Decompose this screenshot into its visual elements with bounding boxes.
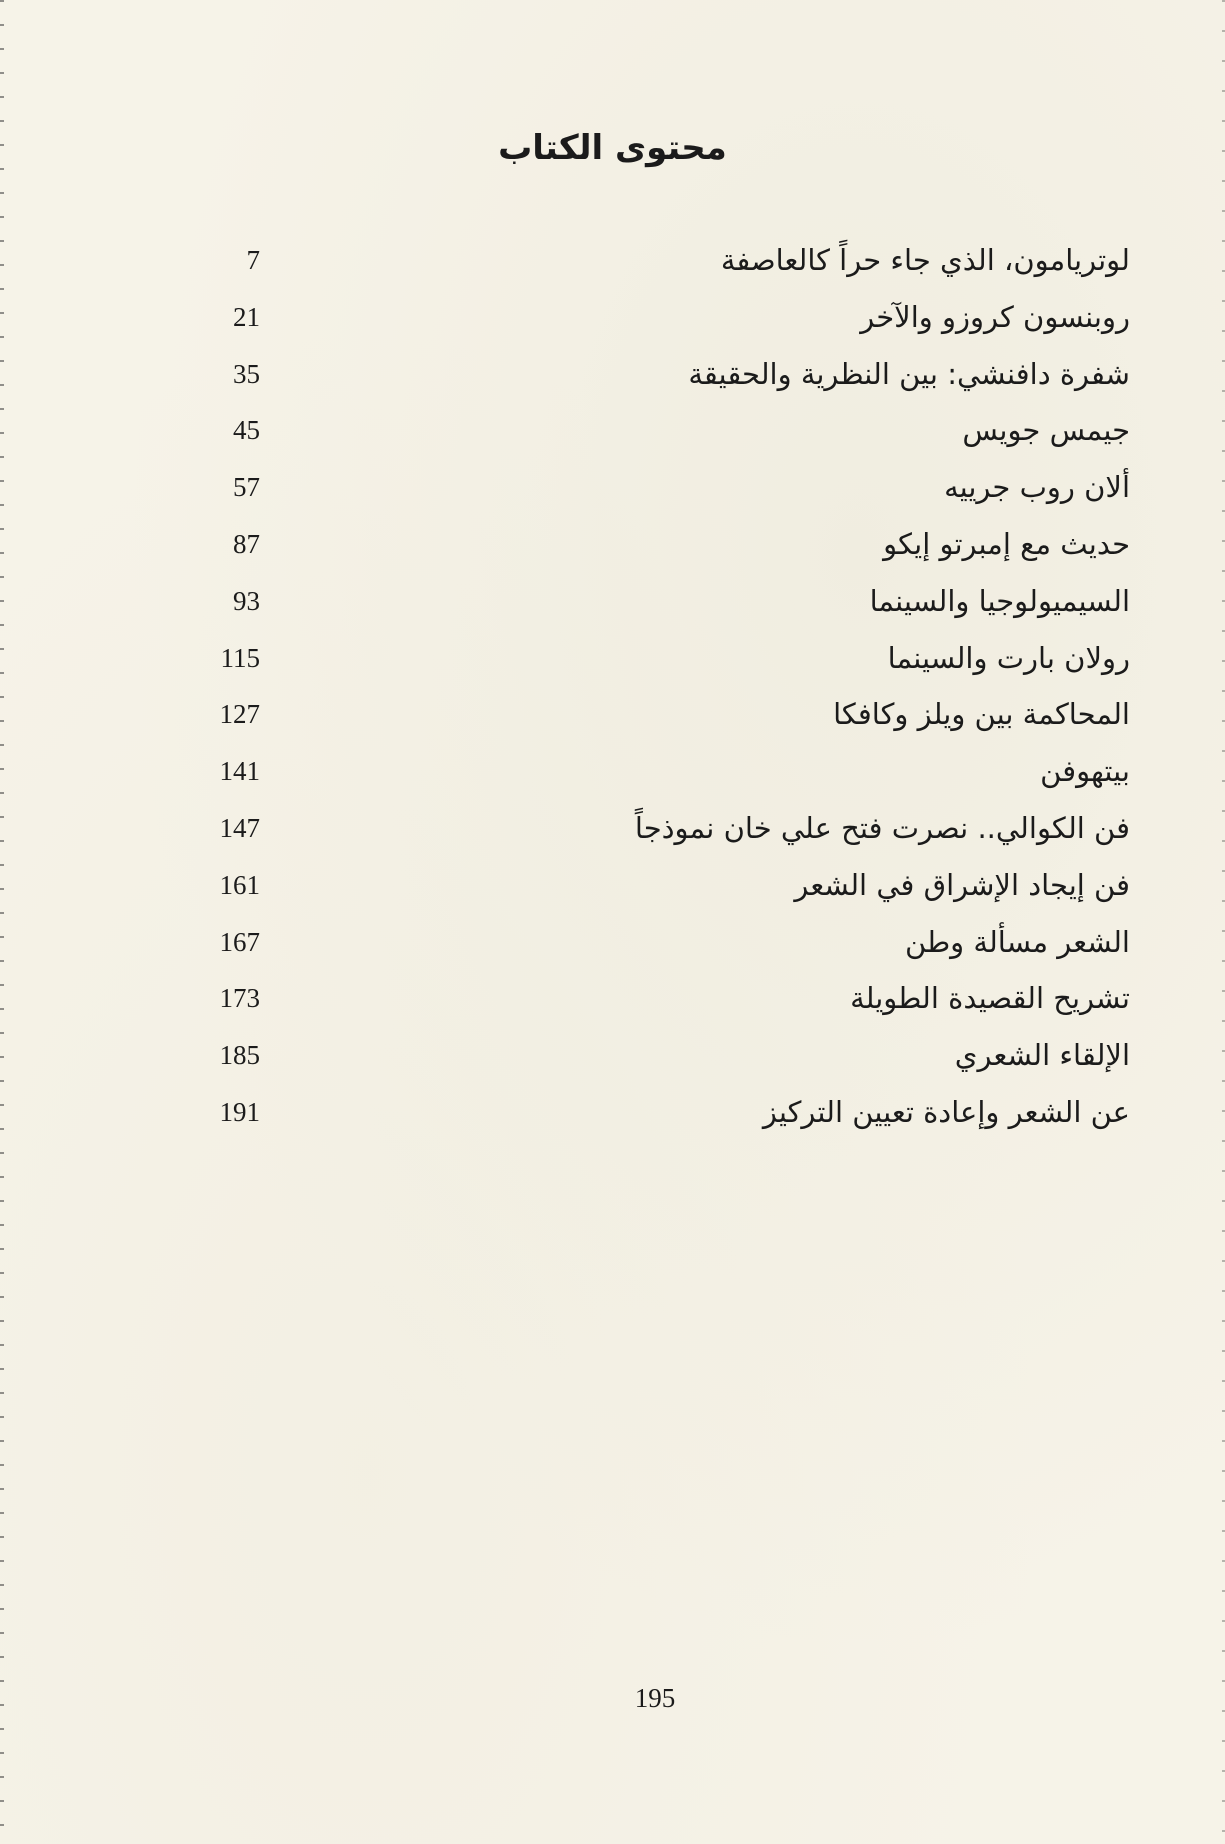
toc-entry-title: روبنسون كروزو والآخر <box>860 299 1130 334</box>
toc-entry <box>200 516 1130 573</box>
toc-entry-page: 147 <box>219 812 260 843</box>
contents-heading: محتوى الكتاب <box>498 128 727 168</box>
toc-entry-title: بيتهوفن <box>1040 754 1130 789</box>
toc-entry <box>200 743 1130 800</box>
toc-entry <box>200 1084 1130 1141</box>
toc-entry-page: 35 <box>233 358 260 389</box>
toc-entry-title: تشريح القصيدة الطويلة <box>850 981 1130 1016</box>
toc-entry-page: 7 <box>246 245 260 275</box>
toc-entry-page: 93 <box>233 585 260 616</box>
toc-entry <box>200 686 1130 743</box>
toc-entry-page: 87 <box>233 528 260 559</box>
toc-entry-title: الإلقاء الشعري <box>954 1038 1130 1073</box>
left-edge-marks <box>0 0 4 1844</box>
toc-entry <box>200 402 1130 459</box>
toc-entry-title: عن الشعر وإعادة تعيين التركيز <box>762 1094 1130 1129</box>
toc-entry-title: فن إيجاد الإشراق في الشعر <box>794 867 1130 902</box>
toc-entry <box>200 914 1130 971</box>
toc-entry-title: شفرة دافنشي: بين النظرية والحقيقة <box>688 356 1130 391</box>
table-of-contents <box>200 232 1130 1141</box>
toc-entry-title: فن الكوالي.. نصرت فتح علي خان نموذجاً <box>634 810 1130 845</box>
toc-entry-title: الشعر مسألة وطن <box>905 924 1130 959</box>
toc-entry <box>200 800 1130 857</box>
toc-entry-page: 45 <box>233 415 260 446</box>
toc-entry <box>200 630 1130 687</box>
toc-entry-title: المحاكمة بين ويلز وكافكا <box>833 697 1130 732</box>
toc-entry-page: 115 <box>220 642 260 673</box>
toc-entry <box>200 232 1130 289</box>
toc-entry <box>200 459 1130 516</box>
toc-entry-page: 21 <box>233 301 260 332</box>
toc-entry <box>200 1027 1130 1084</box>
toc-entry-title: حديث مع إمبرتو إيكو <box>883 526 1130 561</box>
toc-entry <box>200 289 1130 346</box>
toc-entry-title: لوتريامون، الذي جاء حراً كالعاصفة <box>720 243 1130 277</box>
page-number: 195 <box>634 1683 676 1713</box>
toc-entry <box>200 970 1130 1027</box>
toc-entry-page: 141 <box>219 756 260 787</box>
toc-entry-page: 57 <box>233 472 260 503</box>
toc-entry-page: 185 <box>219 1040 260 1071</box>
toc-entry-page: 191 <box>219 1096 260 1127</box>
toc-entry <box>200 857 1130 914</box>
toc-entry <box>200 573 1130 630</box>
toc-entry-title: رولان بارت والسينما <box>887 640 1130 675</box>
toc-entry-page: 167 <box>219 926 260 957</box>
toc-entry-page: 127 <box>219 699 260 730</box>
toc-entry-title: السيميولوجيا والسينما <box>869 583 1130 618</box>
toc-entry-title: جيمس جويس <box>962 413 1130 448</box>
toc-entry-page: 161 <box>219 869 260 900</box>
toc-entry <box>200 346 1130 403</box>
toc-entry-title: ألان روب جرييه <box>944 470 1130 505</box>
toc-entry-page: 173 <box>219 983 260 1014</box>
